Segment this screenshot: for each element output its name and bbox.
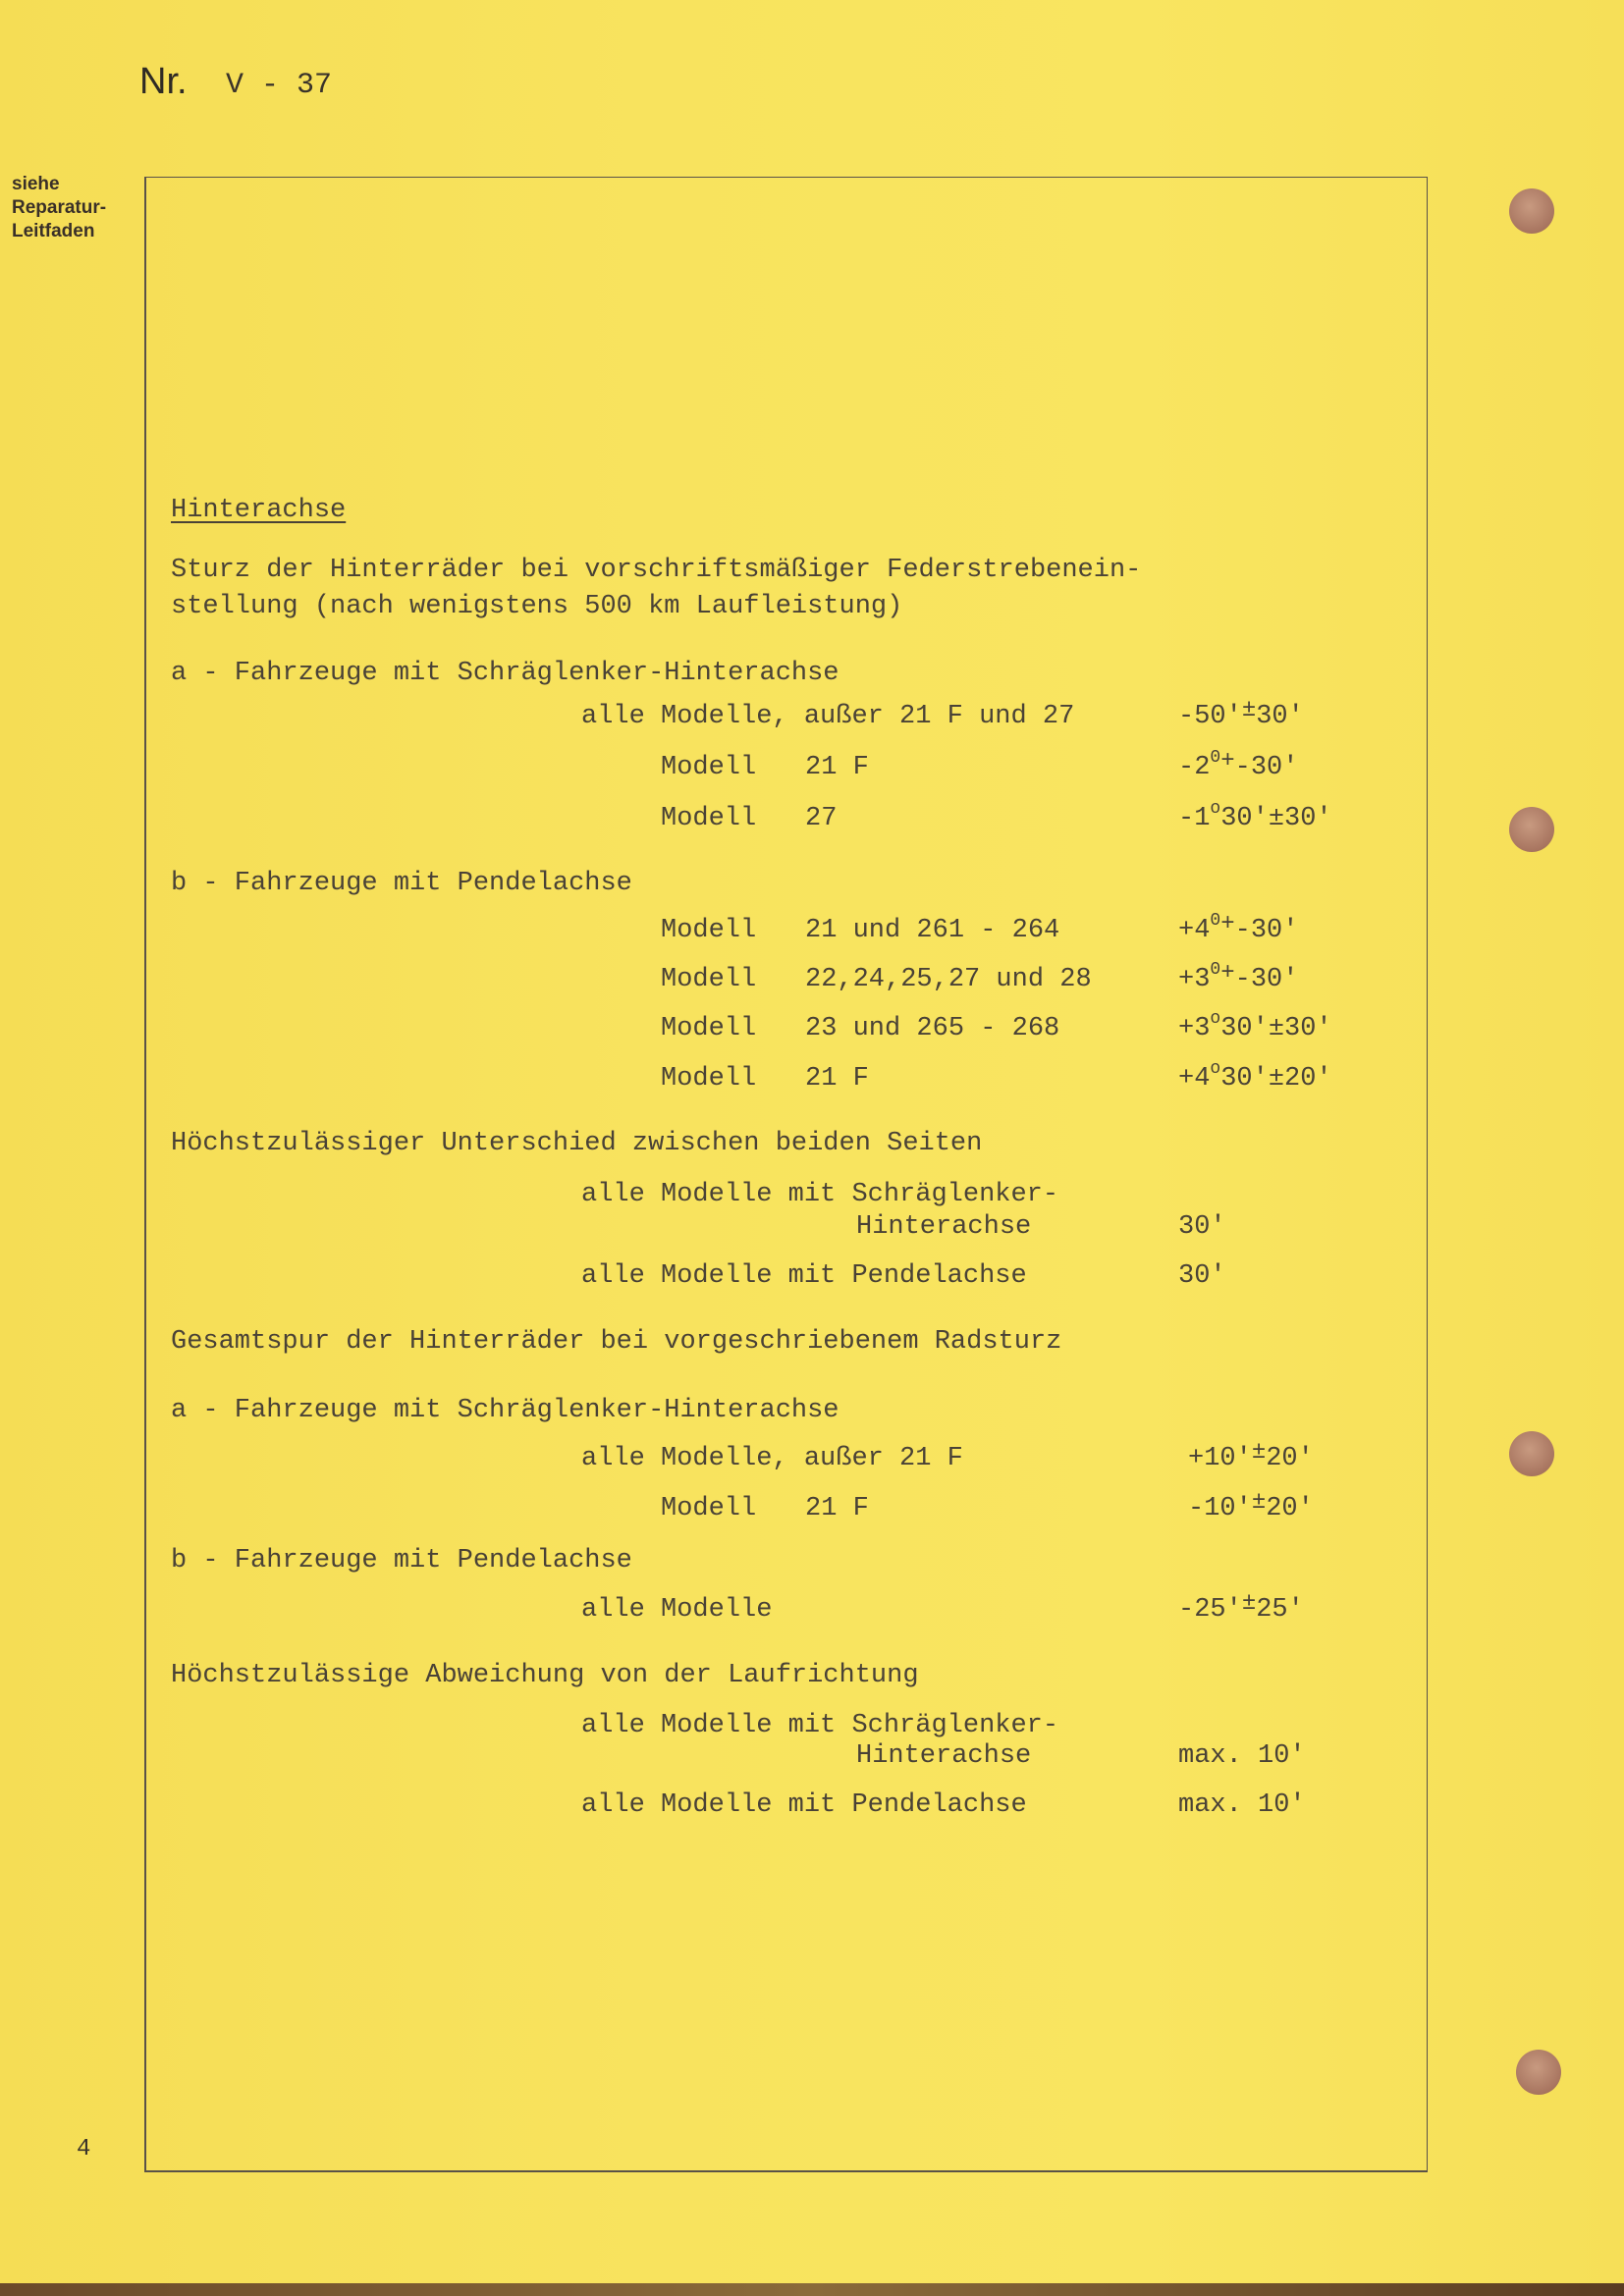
intro-text: stellung (nach wenigstens 500 km Laufleistung) xyxy=(171,592,903,621)
subsection-heading: Höchstzulässiger Unterschied zwischen beiden Seiten xyxy=(171,1129,983,1158)
spec-label: alle Modelle xyxy=(581,1595,773,1625)
subsection-heading: a - Fahrzeuge mit Schräglenker-Hinterachse xyxy=(171,1396,839,1425)
spec-value: $+4^o30'\pm 20'$ xyxy=(1178,1059,1332,1094)
spec-value: -50'±30' xyxy=(1178,697,1304,731)
content-frame xyxy=(144,177,1428,2172)
model-spec: 23 und 265 - 268 xyxy=(805,1014,1060,1043)
spec-label: Hinterachse xyxy=(856,1212,1032,1242)
punch-hole xyxy=(1509,807,1554,852)
subsection-heading: a - Fahrzeuge mit Schräglenker-Hinterachse xyxy=(171,659,839,688)
spec-value: max. 10' xyxy=(1178,1741,1306,1771)
section-title: Hinterachse xyxy=(171,496,347,525)
spec-value: $-1^o30'\pm 30'$ xyxy=(1178,799,1332,833)
subsection-heading: b - Fahrzeuge mit Pendelachse xyxy=(171,869,632,898)
spec-label: alle Modelle, außer 21 F und 27 xyxy=(581,702,1075,731)
spec-value: 30' xyxy=(1178,1261,1226,1291)
side-ref-line: siehe xyxy=(12,174,60,194)
spec-label: alle Modelle mit Pendelachse xyxy=(581,1261,1027,1291)
side-ref-line: Reparatur- xyxy=(12,197,107,218)
spec-value: -10'±20' xyxy=(1188,1489,1314,1523)
model-spec: 21 und 261 - 264 xyxy=(805,916,1060,945)
spec-value: 30' xyxy=(1178,1212,1226,1242)
spec-value: $+3^o30'\pm 30'$ xyxy=(1178,1009,1332,1043)
spec-value: $+3^0+-30'$ xyxy=(1178,960,1299,994)
spec-value: +10'±20' xyxy=(1188,1439,1314,1473)
bottom-edge xyxy=(0,2283,1624,2296)
model-label: Modell xyxy=(661,804,757,833)
page-number: 4 xyxy=(77,2136,91,2163)
model-spec: 21 F xyxy=(805,1064,869,1094)
model-spec: 21 F xyxy=(805,1494,869,1523)
spec-value: $-2^0+-30'$ xyxy=(1178,748,1299,782)
spec-value: max. 10' xyxy=(1178,1790,1306,1820)
document-number-label: Nr. xyxy=(139,61,188,102)
model-spec: 27 xyxy=(805,804,838,833)
spec-value: $+4^0+-30'$ xyxy=(1178,911,1299,945)
model-label: Modell xyxy=(661,965,757,994)
model-label: Modell xyxy=(661,1494,757,1523)
document-id: V - 37 xyxy=(226,69,333,102)
punch-hole xyxy=(1516,2050,1561,2095)
subsection-heading: Höchstzulässige Abweichung von der Laufrichtung xyxy=(171,1661,919,1690)
subsection-heading: b - Fahrzeuge mit Pendelachse xyxy=(171,1546,632,1575)
section-intro: Gesamtspur der Hinterräder bei vorgeschriebenem Radsturz xyxy=(171,1327,1062,1357)
punch-hole xyxy=(1509,188,1554,234)
model-label: Modell xyxy=(661,1014,757,1043)
model-label: Modell xyxy=(661,1064,757,1094)
model-label: Modell xyxy=(661,916,757,945)
spec-label: alle Modelle mit Pendelachse xyxy=(581,1790,1027,1820)
model-label: Modell xyxy=(661,753,757,782)
spec-label: alle Modelle, außer 21 F xyxy=(581,1444,963,1473)
model-spec: 21 F xyxy=(805,753,869,782)
intro-text: Sturz der Hinterräder bei vorschriftsmäßiger Federstrebenein- xyxy=(171,556,1142,585)
spec-label: alle Modelle mit Schräglenker- xyxy=(581,1180,1059,1209)
spec-label: alle Modelle mit Schräglenker- xyxy=(581,1711,1059,1740)
spec-value: -25'±25' xyxy=(1178,1590,1304,1625)
spec-label: Hinterachse xyxy=(856,1741,1032,1771)
side-reference-note xyxy=(12,173,139,243)
side-ref-line: Leitfaden xyxy=(12,221,95,241)
model-spec: 22,24,25,27 und 28 xyxy=(805,965,1092,994)
punch-hole xyxy=(1509,1431,1554,1476)
